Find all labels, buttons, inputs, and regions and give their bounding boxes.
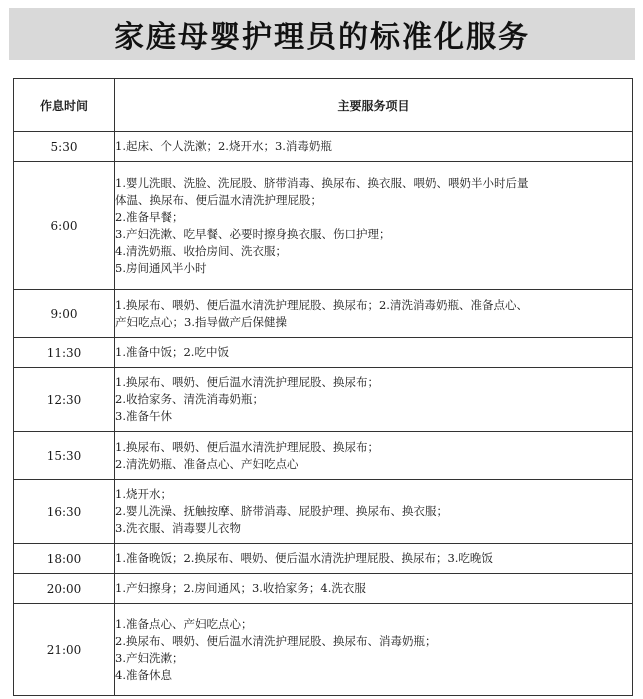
header-items: 主要服务项目	[115, 79, 633, 132]
service-items-cell	[115, 368, 633, 432]
service-item-line: 3.产妇洗漱；	[115, 650, 184, 665]
service-items-cell	[115, 338, 633, 368]
service-items-cell	[115, 132, 633, 162]
service-item-line: 3.产妇洗漱、吃早餐、必要时擦身换衣服、伤口护理；	[115, 226, 391, 241]
service-item-line: 1.换尿布、喂奶、便后温水清洗护理屁股、换尿布；2.清洗消毒奶瓶、准备点心、	[115, 297, 528, 312]
service-item-line: 1.起床、个人洗漱；2.烧开水；3.消毒奶瓶	[115, 139, 332, 153]
table-row	[14, 132, 633, 162]
service-item-line: 1.换尿布、喂奶、便后温水清洗护理屁股、换尿布；	[115, 375, 379, 389]
table-row	[14, 480, 633, 544]
title-banner	[9, 8, 635, 60]
time-cell: 16:30	[14, 480, 115, 544]
service-items-cell	[115, 604, 633, 696]
service-items-cell	[115, 290, 633, 338]
service-items-cell	[115, 544, 633, 574]
table-row	[14, 162, 633, 290]
service-item-line: 2.换尿布、喂奶、便后温水清洗护理屁股、换尿布、消毒奶瓶；	[115, 633, 437, 648]
table-body	[14, 132, 633, 696]
time-cell: 18:00	[14, 544, 115, 574]
table-row	[14, 604, 633, 696]
header-time: 作息时间	[14, 79, 115, 132]
service-item-line: 2.清洗奶瓶、准备点心、产妇吃点心	[115, 456, 299, 471]
time-cell: 9:00	[14, 290, 115, 338]
service-item-line: 2.准备早餐；	[115, 209, 184, 224]
table-row	[14, 544, 633, 574]
time-cell: 20:00	[14, 574, 115, 604]
service-items-cell	[115, 480, 633, 544]
time-cell: 15:30	[14, 432, 115, 480]
service-item-line: 4.准备休息	[115, 667, 172, 682]
service-items-cell	[115, 432, 633, 480]
time-cell: 21:00	[14, 604, 115, 696]
service-item-line: 1.准备中饭；2.吃中饭	[115, 345, 229, 359]
service-items-cell	[115, 574, 633, 604]
table-row	[14, 574, 633, 604]
service-item-line: 1.换尿布、喂奶、便后温水清洗护理屁股、换尿布；	[115, 439, 379, 454]
service-item-line: 1.婴儿洗眼、洗脸、洗屁股、脐带消毒、换尿布、换衣服、喂奶、喂奶半小时后量	[115, 175, 529, 190]
time-cell: 12:30	[14, 368, 115, 432]
table-row	[14, 290, 633, 338]
time-cell: 11:30	[14, 338, 115, 368]
table-row	[14, 368, 633, 432]
schedule-table	[13, 78, 633, 696]
service-item-line: 体温、换尿布、便后温水清洗护理屁股；	[115, 192, 322, 207]
service-item-line: 1.产妇擦身；2.房间通风；3.收拾家务；4.洗衣服	[115, 581, 366, 595]
service-item-line: 4.清洗奶瓶、收拾房间、洗衣服；	[115, 243, 287, 258]
service-item-line: 1.烧开水；	[115, 487, 172, 501]
time-cell: 5:30	[14, 132, 115, 162]
service-item-line: 1.准备点心、产妇吃点心；	[115, 616, 253, 631]
service-item-line: 3.准备午休	[115, 409, 172, 423]
service-item-line: 2.婴儿洗澡、抚触按摩、脐带消毒、屁股护理、换尿布、换衣服；	[115, 504, 448, 518]
time-cell: 6:00	[14, 162, 115, 290]
service-item-line: 产妇吃点心；3.指导做产后保健操	[115, 314, 287, 329]
table-row	[14, 432, 633, 480]
page-title: 家庭母婴护理员的标准化服务	[114, 20, 530, 55]
service-item-line: 5.房间通风半小时	[115, 260, 207, 275]
table-row	[14, 338, 633, 368]
table-header-row	[14, 79, 633, 132]
service-items-cell	[115, 162, 633, 290]
service-item-line: 3.洗衣服、消毒婴儿衣物	[115, 521, 241, 535]
service-item-line: 2.收拾家务、清洗消毒奶瓶；	[115, 392, 264, 406]
service-item-line: 1.准备晚饭；2.换尿布、喂奶、便后温水清洗护理屁股、换尿布；3.吃晚饭	[115, 551, 493, 565]
